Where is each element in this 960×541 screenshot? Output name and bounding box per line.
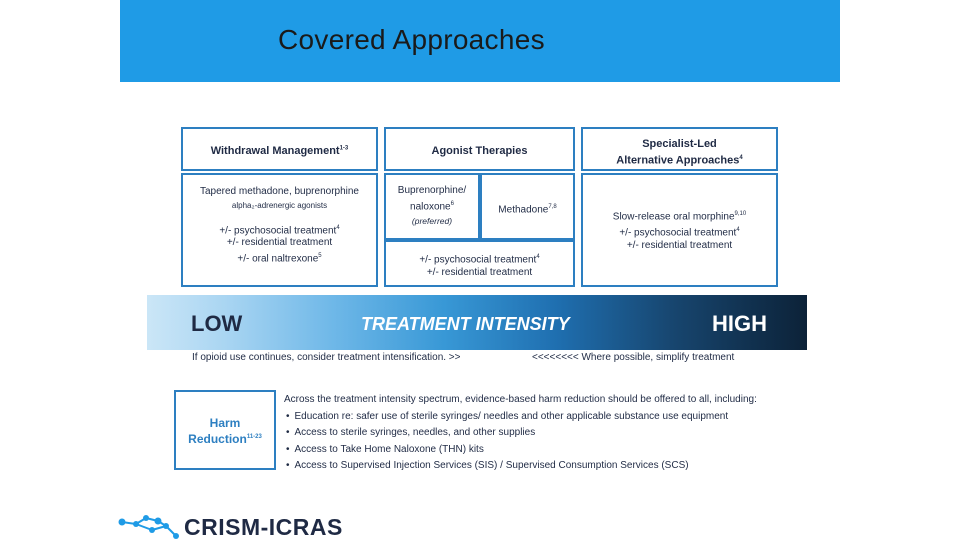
withdrawal-line-4-text: +/- residential treatment (226, 237, 333, 249)
harm-reduction-box (174, 390, 276, 470)
treatment-intensity-band (147, 295, 807, 350)
withdrawal-heading-box (181, 127, 378, 171)
specialist-line-1-text: Slow-release oral morphine (612, 211, 735, 223)
specialist-heading-box (581, 127, 778, 171)
harm-reduction-list (284, 409, 814, 475)
intensity-high-label: HIGH (712, 311, 767, 336)
specialist-line-1 (583, 208, 776, 224)
withdrawal-line-3 (183, 222, 376, 238)
withdrawal-body-box (181, 173, 378, 287)
simplify-note: <<<<<<<< Where possible, simplify treatment (532, 352, 735, 363)
buprenorphine-box (384, 173, 480, 240)
harm-reduction-label-line-2 (176, 430, 274, 446)
withdrawal-heading (183, 145, 376, 157)
network-icon (118, 512, 180, 540)
list-item: • Education re: safer use of sterile syringes/ needles and other applicable substance use equipment (296, 409, 814, 426)
agonist-bottom-line-1 (386, 251, 573, 267)
specialist-line-2 (583, 224, 776, 240)
specialist-heading-line-2 (583, 151, 776, 168)
withdrawal-line-5-text: +/- oral naltrexone (237, 253, 319, 265)
methadone-label (482, 201, 573, 217)
list-item: • Access to Take Home Naloxone (THN) kits (296, 442, 814, 459)
harm-reduction-label (176, 416, 274, 446)
specialist-line-2-text: +/- psychosocial treatment (619, 227, 737, 239)
withdrawal-line-2-text: alpha₂-adrenergic agonists (231, 200, 328, 210)
withdrawal-heading-text: Withdrawal Management (210, 145, 340, 157)
buprenorphine-line-2 (386, 198, 478, 214)
harm-reduction-label-line-1: Harm (209, 416, 241, 430)
preferred-note: (preferred) (411, 216, 453, 227)
buprenorphine-line-1: Buprenorphine/ (397, 185, 467, 196)
logo-text: CRISM-ICRAS (184, 514, 343, 540)
harm-reduction-text (284, 392, 814, 475)
withdrawal-line-5 (183, 250, 376, 266)
methadone-box (480, 173, 575, 240)
intensity-low-label: LOW (191, 311, 243, 336)
methadone-sup: 7,8 (548, 204, 557, 210)
agonist-bottom-line-2: +/- residential treatment (426, 266, 533, 278)
specialist-line-3: +/- residential treatment (626, 239, 733, 251)
harm-reduction-intro: Across the treatment intensity spectrum, evidence-based harm reduction should be offered to all, including: (284, 394, 757, 405)
withdrawal-line-2 (183, 201, 376, 210)
slide-title: Covered Approaches (278, 24, 545, 55)
specialist-heading-sup: 4 (739, 155, 743, 161)
withdrawal-line-4 (183, 237, 376, 250)
specialist-body-box (581, 173, 778, 287)
withdrawal-line-5-sup: 5 (318, 252, 322, 259)
agonist-heading-box (384, 127, 575, 171)
specialist-heading (583, 137, 776, 168)
intensification-note: If opioid use continues, consider treatment intensification. >> (192, 352, 461, 363)
agonist-bottom-line-1-text: +/- psychosocial treatment (419, 254, 537, 266)
withdrawal-line-3-text: +/- psychosocial treatment (219, 224, 337, 236)
withdrawal-heading-sup: 1-3 (339, 145, 349, 152)
methadone-text: Methadone (498, 204, 549, 216)
list-item: • Access to Supervised Injection Services (SIS) / Supervised Consumption Services (SCS) (296, 458, 814, 475)
withdrawal-line-1-text: Tapered methadone, buprenorphine (199, 186, 359, 197)
specialist-line-2-sup: 4 (736, 226, 740, 233)
specialist-line-1-sup: 9,10 (734, 211, 747, 217)
agonist-bottom-line-1-sup: 4 (536, 254, 540, 260)
buprenorphine-line-2-text: naloxone (410, 200, 451, 212)
agonist-heading: Agonist Therapies (431, 145, 528, 157)
specialist-heading-line-2-text: Alternative Approaches (616, 154, 740, 167)
harm-reduction-sup: 11-23 (246, 434, 262, 440)
withdrawal-line-1 (183, 186, 376, 199)
agonist-bottom-box (384, 240, 575, 287)
list-item: • Access to sterile syringes, needles, and other supplies (296, 425, 814, 442)
withdrawal-line-3-sup: 4 (336, 224, 340, 231)
title-bar (120, 0, 840, 82)
specialist-heading-line-1: Specialist-Led (642, 138, 717, 150)
buprenorphine-sup: 6 (450, 200, 454, 207)
crism-logo (118, 512, 368, 540)
intensity-title: TREATMENT INTENSITY (361, 314, 570, 334)
harm-reduction-label-line-2-text: Reduction (188, 432, 247, 446)
